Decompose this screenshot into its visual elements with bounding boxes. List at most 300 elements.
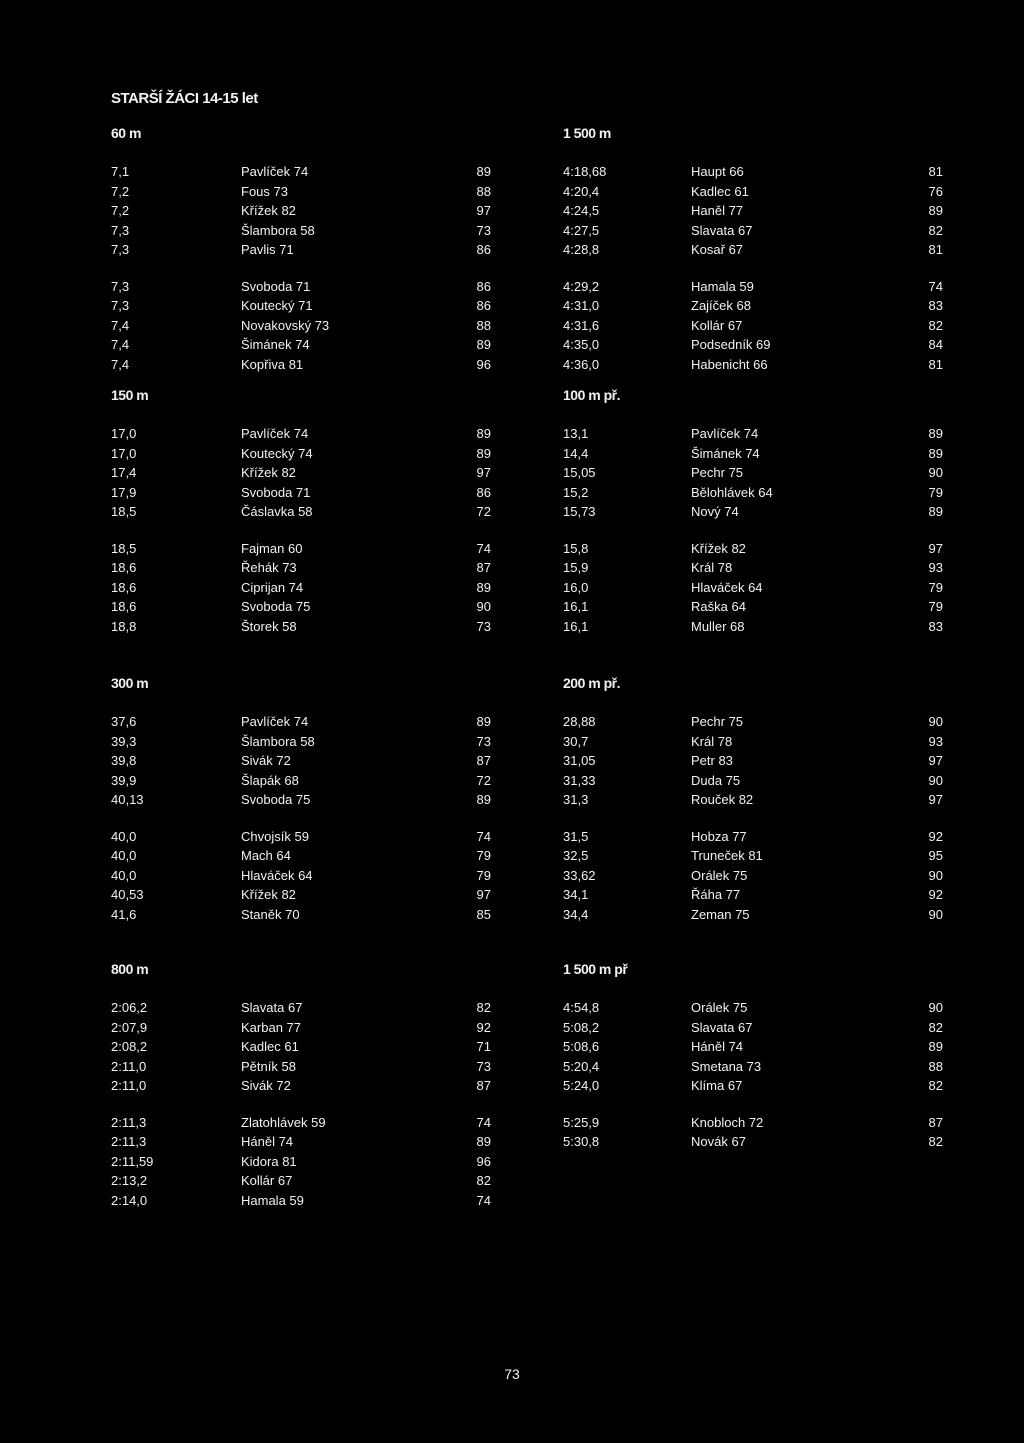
result-performance: 2:11,0 (111, 1078, 147, 1093)
event-title: 1 500 m př (563, 961, 628, 977)
left-event-column (111, 672, 491, 924)
athlete-name: Pechr 75 (691, 465, 744, 480)
result-year: 88 (476, 317, 491, 333)
result-year: 89 (928, 203, 943, 218)
result-row (111, 316, 491, 336)
result-year: 89 (476, 337, 491, 352)
result-row (111, 483, 491, 503)
result-performance: 5:08,6 (563, 1039, 600, 1054)
athlete-name: Rouček 82 (691, 792, 754, 807)
result-performance: 28,88 (563, 714, 596, 729)
athlete-name: Sivák 72 (241, 1078, 291, 1093)
event-title: 100 m př. (563, 387, 620, 403)
athlete-name: Truneček 81 (691, 848, 763, 863)
result-performance: 31,05 (563, 753, 596, 768)
athlete-name: Šlapák 68 (241, 772, 299, 788)
athlete-name: Zajíček 68 (691, 298, 751, 313)
result-row (563, 201, 943, 221)
athlete-name: Smetana 73 (691, 1058, 762, 1074)
athlete-name: Řáha 77 (691, 887, 741, 902)
result-year: 89 (476, 445, 491, 461)
result-year: 93 (928, 560, 943, 575)
result-row (563, 424, 943, 444)
result-year: 88 (476, 183, 491, 199)
result-performance: 17,4 (111, 465, 137, 480)
result-row (111, 1057, 491, 1077)
athlete-name: Hlaváček 64 (691, 579, 763, 595)
athlete-name: Kollár 67 (241, 1173, 293, 1188)
result-row (563, 162, 943, 182)
result-performance: 2:11,59 (111, 1153, 154, 1169)
result-year: 89 (476, 164, 491, 179)
result-performance: 18,6 (111, 579, 137, 595)
result-year: 81 (928, 164, 943, 179)
athlete-name: Zeman 75 (691, 906, 750, 922)
result-year: 73 (476, 618, 491, 634)
result-year: 97 (928, 792, 943, 807)
result-year: 89 (928, 426, 943, 441)
result-row (563, 1037, 943, 1057)
athlete-name: Šlambora 58 (241, 733, 315, 749)
result-performance: 33,62 (563, 867, 596, 883)
result-year: 81 (928, 242, 943, 257)
result-row (111, 162, 491, 182)
result-year: 96 (476, 356, 491, 372)
result-row (111, 597, 491, 617)
right-event-column (563, 384, 943, 636)
result-performance: 18,5 (111, 504, 137, 519)
result-performance: 7,1 (111, 164, 130, 179)
athlete-name: Orálek 75 (691, 1000, 748, 1015)
athlete-name: Šimánek 74 (691, 445, 760, 461)
athlete-name: Kadlec 61 (691, 183, 749, 199)
result-year: 89 (928, 504, 943, 519)
result-year: 87 (928, 1114, 943, 1130)
result-row (111, 827, 491, 847)
athlete-name: Slavata 67 (241, 1000, 303, 1015)
athlete-name: Raška 64 (691, 599, 746, 614)
result-row (111, 1113, 491, 1133)
athlete-name: Fajman 60 (241, 540, 303, 556)
athlete-name: Pavlíček 74 (241, 164, 309, 179)
result-year: 90 (928, 867, 943, 883)
result-row (111, 1132, 491, 1152)
result-row (111, 866, 491, 886)
result-year: 79 (476, 848, 491, 863)
result-row (111, 335, 491, 355)
result-year: 93 (928, 733, 943, 749)
result-performance: 5:25,9 (563, 1114, 600, 1130)
result-performance: 16,1 (563, 618, 589, 634)
athlete-name: Křížek 82 (241, 203, 296, 218)
result-row (563, 1132, 943, 1152)
result-row (563, 558, 943, 578)
result-row (111, 201, 491, 221)
result-row (563, 712, 943, 732)
result-year: 92 (928, 828, 943, 844)
result-year: 89 (928, 445, 943, 461)
result-row (111, 751, 491, 771)
result-row (563, 1113, 943, 1133)
left-event-column (111, 958, 491, 1210)
result-performance: 4:36,0 (563, 356, 600, 372)
event-title: 200 m př. (563, 675, 620, 691)
result-row (111, 617, 491, 637)
athlete-name: Pavlíček 74 (241, 714, 309, 729)
athlete-name: Mach 64 (241, 848, 291, 863)
result-year: 97 (476, 465, 491, 480)
result-performance: 2:07,9 (111, 1019, 148, 1035)
result-performance: 40,0 (111, 867, 137, 883)
result-performance: 39,9 (111, 772, 137, 788)
athlete-name: Svoboda 75 (241, 792, 311, 807)
athlete-name: Hlaváček 64 (241, 867, 313, 883)
athlete-name: Hamala 59 (691, 278, 754, 294)
result-row (563, 827, 943, 847)
athlete-name: Slavata 67 (691, 1019, 753, 1035)
result-row (563, 751, 943, 771)
result-performance: 4:54,8 (563, 1000, 600, 1015)
athlete-name: Štorek 58 (241, 618, 297, 634)
result-year: 82 (928, 317, 943, 333)
result-performance: 7,4 (111, 337, 130, 352)
athlete-name: Haupt 66 (691, 164, 744, 179)
result-year: 76 (928, 183, 943, 199)
athlete-name: Kollár 67 (691, 317, 743, 333)
result-row (563, 335, 943, 355)
result-performance: 15,05 (563, 465, 596, 480)
event-title: 150 m (111, 387, 149, 403)
result-performance: 4:31,6 (563, 317, 600, 333)
result-year: 73 (476, 1058, 491, 1074)
result-performance: 7,2 (111, 183, 130, 199)
result-performance: 40,53 (111, 887, 144, 902)
result-year: 81 (928, 356, 943, 372)
result-year: 90 (928, 1000, 943, 1015)
result-year: 74 (476, 828, 491, 844)
result-performance: 37,6 (111, 714, 137, 729)
result-row (111, 712, 491, 732)
athlete-name: Hamala 59 (241, 1192, 304, 1208)
athlete-name: Fous 73 (241, 183, 288, 199)
result-performance: 2:14,0 (111, 1192, 148, 1208)
athlete-name: Karban 77 (241, 1019, 301, 1035)
result-row (111, 502, 491, 522)
athlete-name: Háněl 74 (241, 1134, 294, 1149)
result-performance: 31,3 (563, 792, 589, 807)
athlete-name: Pavlíček 74 (241, 426, 309, 441)
result-year: 82 (928, 222, 943, 238)
result-performance: 31,33 (563, 772, 596, 788)
result-year: 89 (476, 714, 491, 729)
result-year: 86 (476, 242, 491, 257)
athlete-name: Háněl 74 (691, 1039, 744, 1054)
right-event-column (563, 672, 943, 924)
result-performance: 40,0 (111, 848, 137, 863)
result-performance: 18,6 (111, 560, 137, 575)
result-performance: 15,73 (563, 504, 596, 519)
result-year: 82 (476, 1173, 491, 1188)
result-year: 97 (928, 753, 943, 768)
left-event-column (111, 122, 491, 374)
result-row (111, 558, 491, 578)
result-row (563, 1076, 943, 1096)
result-row (563, 998, 943, 1018)
result-year: 83 (928, 298, 943, 313)
athlete-name: Křížek 82 (241, 465, 296, 480)
result-row (563, 885, 943, 905)
result-performance: 18,5 (111, 540, 137, 556)
result-year: 82 (476, 1000, 491, 1015)
athlete-name: Hobza 77 (691, 828, 747, 844)
result-year: 88 (928, 1058, 943, 1074)
athlete-name: Pechr 75 (691, 714, 744, 729)
athlete-name: Knobloch 72 (691, 1114, 764, 1130)
result-year: 90 (928, 465, 943, 480)
result-year: 79 (928, 484, 943, 500)
result-year: 86 (476, 298, 491, 313)
result-year: 82 (928, 1134, 943, 1149)
result-row (563, 240, 943, 260)
result-row (563, 846, 943, 866)
event-title: 300 m (111, 675, 149, 691)
result-performance: 5:30,8 (563, 1134, 600, 1149)
result-row (563, 905, 943, 925)
result-row (563, 444, 943, 464)
right-event-column (563, 122, 943, 374)
result-row (563, 597, 943, 617)
result-performance: 15,8 (563, 540, 589, 556)
result-performance: 39,3 (111, 733, 137, 749)
athlete-name: Zlatohlávek 59 (241, 1114, 326, 1130)
result-row (111, 182, 491, 202)
result-performance: 5:08,2 (563, 1019, 600, 1035)
result-performance: 7,3 (111, 222, 130, 238)
result-performance: 40,0 (111, 828, 137, 844)
result-year: 74 (476, 1192, 491, 1208)
result-year: 82 (928, 1078, 943, 1093)
result-performance: 34,1 (563, 887, 589, 902)
result-year: 97 (476, 203, 491, 218)
result-row (111, 1152, 491, 1172)
athlete-name: Svoboda 71 (241, 484, 311, 500)
result-year: 96 (476, 1153, 491, 1169)
result-row (563, 463, 943, 483)
result-year: 89 (476, 579, 491, 595)
result-performance: 18,8 (111, 618, 137, 634)
result-row (563, 1018, 943, 1038)
result-performance: 4:18,68 (563, 164, 607, 179)
athlete-name: Kadlec 61 (241, 1039, 299, 1054)
result-row (111, 732, 491, 752)
result-row (563, 539, 943, 559)
result-performance: 2:13,2 (111, 1173, 148, 1188)
result-row (563, 1057, 943, 1077)
result-year: 79 (928, 599, 943, 614)
result-year: 89 (476, 426, 491, 441)
result-performance: 17,0 (111, 445, 137, 461)
result-year: 73 (476, 222, 491, 238)
result-row (111, 998, 491, 1018)
result-performance: 4:31,0 (563, 298, 600, 313)
result-performance: 14,4 (563, 445, 589, 461)
result-row (111, 277, 491, 297)
result-performance: 4:28,8 (563, 242, 600, 257)
result-year: 84 (928, 337, 943, 352)
result-year: 90 (928, 906, 943, 922)
athlete-name: Klíma 67 (691, 1078, 743, 1093)
athlete-name: Slavata 67 (691, 222, 753, 238)
result-year: 85 (476, 906, 491, 922)
athlete-name: Řehák 73 (241, 560, 297, 575)
result-year: 73 (476, 733, 491, 749)
athlete-name: Petr 83 (691, 753, 733, 768)
result-year: 86 (476, 278, 491, 294)
result-performance: 13,1 (563, 426, 589, 441)
result-row (111, 578, 491, 598)
result-performance: 2:06,2 (111, 1000, 148, 1015)
result-row (563, 221, 943, 241)
result-row (111, 539, 491, 559)
result-row (563, 771, 943, 791)
page-number: 73 (504, 1366, 520, 1382)
result-performance: 7,2 (111, 203, 130, 218)
result-year: 72 (476, 772, 491, 788)
result-performance: 2:11,3 (111, 1134, 147, 1149)
result-row (111, 846, 491, 866)
result-performance: 18,6 (111, 599, 137, 614)
athlete-name: Orálek 75 (691, 867, 748, 883)
result-row (563, 578, 943, 598)
athlete-name: Pavlis 71 (241, 242, 294, 257)
result-performance: 2:08,2 (111, 1039, 148, 1054)
result-row (111, 790, 491, 810)
result-row (111, 771, 491, 791)
result-year: 87 (476, 753, 491, 768)
athlete-name: Habenicht 66 (691, 356, 768, 372)
athlete-name: Podsedník 69 (691, 337, 771, 352)
result-performance: 2:11,0 (111, 1058, 147, 1074)
event-title: 1 500 m (563, 125, 611, 141)
left-event-column (111, 384, 491, 636)
athlete-name: Svoboda 75 (241, 599, 311, 614)
athlete-name: Koutecký 74 (241, 445, 313, 461)
result-row (111, 1191, 491, 1211)
result-performance: 4:29,2 (563, 278, 600, 294)
result-year: 89 (476, 792, 491, 807)
athlete-name: Pavlíček 74 (691, 426, 759, 441)
result-year: 86 (476, 484, 491, 500)
result-row (111, 1171, 491, 1191)
result-row (111, 1076, 491, 1096)
result-year: 97 (928, 540, 943, 556)
result-performance: 5:20,4 (563, 1058, 600, 1074)
result-row (563, 732, 943, 752)
result-row (563, 296, 943, 316)
result-row (111, 905, 491, 925)
athlete-name: Bělohlávek 64 (691, 484, 773, 500)
result-year: 89 (928, 1039, 943, 1054)
result-performance: 31,5 (563, 828, 589, 844)
result-performance: 4:24,5 (563, 203, 600, 218)
result-row (111, 355, 491, 375)
result-performance: 7,3 (111, 278, 130, 294)
result-row (111, 221, 491, 241)
athlete-name: Král 78 (691, 560, 733, 575)
athlete-name: Král 78 (691, 733, 733, 749)
athlete-name: Kidora 81 (241, 1153, 297, 1169)
result-row (111, 444, 491, 464)
result-performance: 4:27,5 (563, 222, 600, 238)
event-title: 60 m (111, 125, 141, 141)
result-performance: 40,13 (111, 792, 144, 807)
result-performance: 7,4 (111, 356, 130, 372)
athlete-name: Ciprijan 74 (241, 579, 304, 595)
athlete-name: Svoboda 71 (241, 278, 311, 294)
result-performance: 39,8 (111, 753, 137, 768)
athlete-name: Křížek 82 (691, 540, 746, 556)
result-performance: 17,9 (111, 484, 137, 500)
athlete-name: Kopřiva 81 (241, 356, 304, 372)
result-year: 95 (928, 848, 943, 863)
result-row (563, 277, 943, 297)
result-performance: 2:11,3 (111, 1114, 147, 1130)
result-row (111, 885, 491, 905)
athlete-name: Haněl 77 (691, 203, 744, 218)
result-performance: 5:24,0 (563, 1078, 600, 1093)
athlete-name: Kosař 67 (691, 242, 744, 257)
result-performance: 16,0 (563, 579, 589, 595)
athlete-name: Šimánek 74 (241, 337, 310, 352)
result-year: 82 (928, 1019, 943, 1035)
result-performance: 41,6 (111, 906, 137, 922)
result-performance: 30,7 (563, 733, 589, 749)
result-row (563, 866, 943, 886)
result-year: 74 (476, 1114, 491, 1130)
athlete-name: Muller 68 (691, 618, 745, 634)
athlete-name: Duda 75 (691, 772, 741, 788)
result-year: 72 (476, 504, 491, 519)
athlete-name: Šlambora 58 (241, 222, 315, 238)
result-performance: 17,0 (111, 426, 137, 441)
athlete-name: Koutecký 71 (241, 298, 313, 313)
result-year: 90 (928, 772, 943, 788)
result-year: 71 (476, 1039, 491, 1054)
result-year: 90 (928, 714, 943, 729)
result-year: 74 (476, 540, 491, 556)
result-year: 90 (476, 599, 491, 614)
athlete-name: Sivák 72 (241, 753, 291, 768)
result-performance: 34,4 (563, 906, 589, 922)
result-row (563, 182, 943, 202)
athlete-name: Pětník 58 (241, 1058, 296, 1074)
result-year: 87 (476, 1078, 491, 1093)
result-year: 92 (928, 887, 943, 902)
result-row (111, 424, 491, 444)
result-row (563, 790, 943, 810)
result-year: 87 (476, 560, 491, 575)
athlete-name: Staněk 70 (241, 906, 300, 922)
result-year: 83 (928, 618, 943, 634)
result-row (563, 316, 943, 336)
result-year: 79 (928, 579, 943, 595)
result-year: 92 (476, 1019, 491, 1035)
athlete-name: Novakovský 73 (241, 317, 330, 333)
result-performance: 15,2 (563, 484, 589, 500)
result-performance: 4:20,4 (563, 183, 600, 199)
athlete-name: Čáslavka 58 (241, 504, 313, 519)
result-row (563, 355, 943, 375)
